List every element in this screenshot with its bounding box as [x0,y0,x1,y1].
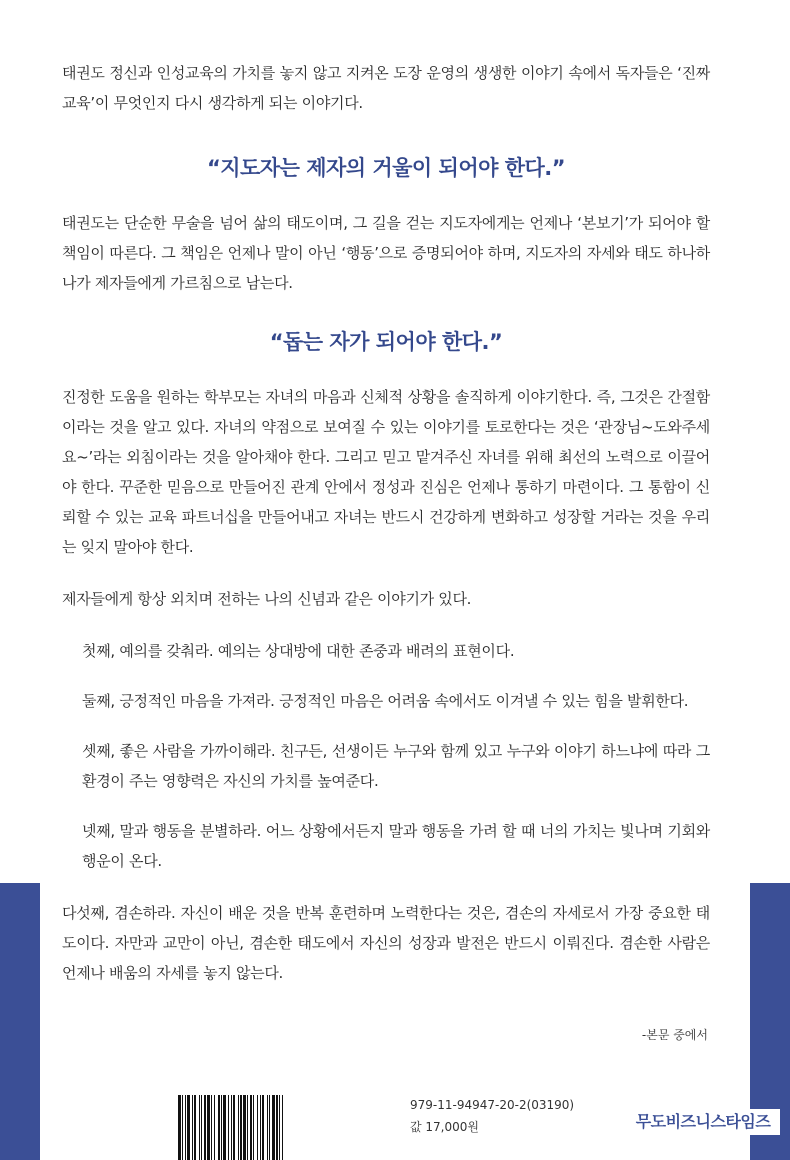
quote-heading-helper: “돕는 자가 되어야 한다.” [269,330,503,354]
isbn-barcode [178,1095,400,1160]
fist-icon [684,1065,724,1105]
isbn-number: 979-11-94947-20-2(03190) [410,1098,575,1112]
paragraph-belief: 제자들에게 항상 외치며 전하는 나의 신념과 같은 이야기가 있다. [62,590,472,608]
paragraph-humility: 다섯째, 겸손하라. 자신이 배운 것을 반복 훈련하며 노력한다는 것은, 겸손의 자세로서 가장 중요한 태도이다. 자만과 교만이 아닌, 겸손한 태도에서 자신의 성장과 발전은 반드시 이뤄진다. 겸손한 사람은 언제나 배움의 자세를 놓지 않는다. [62,904,710,982]
principle-item-4: 넷째, 말과 행동을 분별하라. 어느 상황에서든지 말과 행동을 가려 할 때 너의 가치는 빛나며 기회와 행운이 온다. [82,822,710,870]
intro-paragraph: 태권도 정신과 인성교육의 가치를 놓지 않고 지켜온 도장 운영의 생생한 이야기 속에서 독자들은 ‘진짜 교육’이 무엇인지 다시 생각하게 되는 이야기다. [62,64,710,112]
principle-item-3: 셋째, 좋은 사람을 가까이해라. 친구든, 선생이든 누구와 함께 있고 누구와 이야기 하느냐에 따라 그 환경이 주는 영향력은 자신의 가치를 높여준다. [82,742,710,790]
price-label: 값 17,000원 [410,1120,479,1134]
quote-heading-mirror: “지도자는 제자의 거울이 되어야 한다.” [206,156,566,180]
principle-item-2: 둘째, 긍정적인 마음을 가져라. 긍정적인 마음은 어려움 속에서도 이겨낼 수 있는 힘을 발휘한다. [82,692,689,710]
paragraph-role-model: 태권도는 단순한 무술을 넘어 삶의 태도이며, 그 길을 걷는 지도자에게는 언제나 ‘본보기’가 되어야 할 책임이 따른다. 그 책임은 언제나 말이 아닌 ‘행동’으로 증명되어야 하며, 지도자의 자세와 태도 하나하나가 제자들에게 가르침으로 남는다. [62,214,710,292]
blurb-text [62,58,710,1042]
isbn-block [410,1094,574,1138]
principle-item-1: 첫째, 예의를 갖춰라. 예의는 상대방에 대한 존중과 배려의 표현이다. [82,642,515,660]
paragraph-parents: 진정한 도움을 원하는 학부모는 자녀의 마음과 신체적 상황을 솔직하게 이야기한다. 즉, 그것은 간절함이라는 것을 알고 있다. 자녀의 약점으로 보여질 수 있는 이야기를 토로한다는 것은 ‘관장님~도와주세요~’라는 외침이라는 것을 알아채야 한다. 그리고 믿고 맡겨주신 자녀를 위해 최선의 노력으로 이끌어야 한다. 꾸준한 믿음으로 만들어진 관계 안에서 정성과 진심은 언제나 통하기 마련이다. 그 통함이 신뢰할 수 있는 교육 파트너십을 만들어내고 자녀는 반드시 건강하게 변화하고 성장할 거라는 것을 우리는 잊지 말아야 한다. [62,388,710,556]
publisher-name: 무도비즈니스타임즈 [626,1109,780,1135]
publisher-logo [626,1063,780,1151]
source-note: -본문 중에서 [641,1028,708,1042]
